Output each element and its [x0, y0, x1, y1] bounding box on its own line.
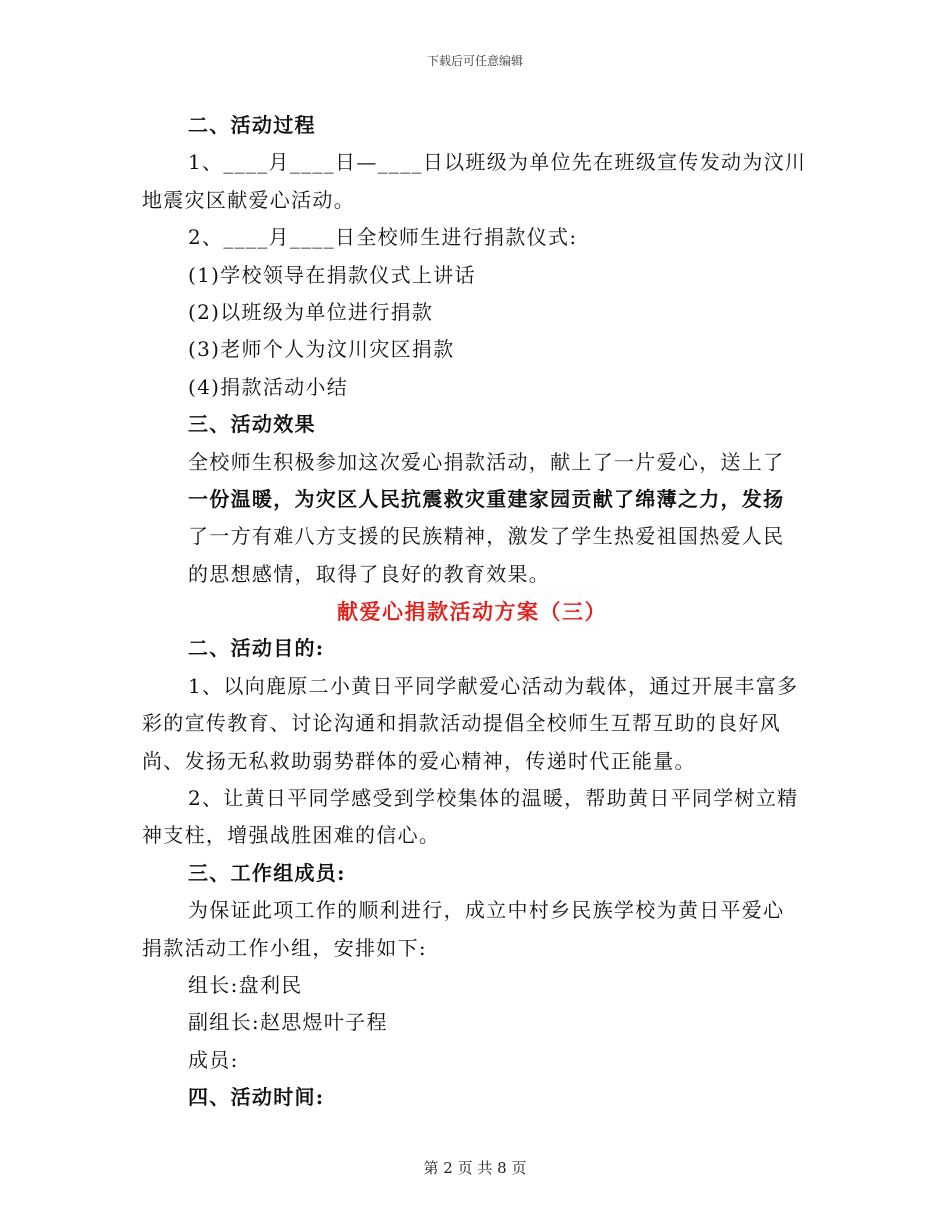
paragraph-line: 全校师生积极参加这次爱心捐款活动，献上了一片爱心，送上了 [188, 449, 785, 474]
list-item: (3)老师个人为汶川灾区捐款 [188, 337, 455, 362]
section-heading-time: 四、活动时间: [188, 1085, 325, 1110]
paragraph-line: 了一方有难八方支援的民族精神，激发了学生热爱祖国热爱人民 [188, 524, 785, 549]
section-heading-purpose: 二、活动目的: [188, 636, 325, 661]
document-body [142, 107, 807, 1117]
list-item: (4)捐款活动小结 [188, 374, 349, 399]
paragraph-line: 1、____月____日—____日以班级为单位先在班级宣传发动为汶川 [188, 150, 807, 175]
team-leader: 组长:盘利民 [188, 972, 303, 997]
paragraph-line: 捐款活动工作小组，安排如下: [142, 935, 427, 960]
page-footer: 第 2 页 共 8 页 [423, 1159, 527, 1177]
paragraph-line: 为保证此项工作的顺利进行，成立中村乡民族学校为黄日平爱心 [188, 898, 785, 923]
team-deputy-leader: 副组长:赵思煜叶子程 [188, 1010, 388, 1035]
paragraph-line: 2、____月____日全校师生进行捐款仪式: [188, 225, 578, 250]
paragraph-line: 地震灾区献爱心活动。 [142, 187, 355, 212]
list-item: (1)学校领导在捐款仪式上讲话 [188, 262, 476, 287]
paragraph-line-bold: 一份温暖，为灾区人民抗震救灾重建家园贡献了绵薄之力，发扬 [188, 486, 785, 511]
page-header: 下载后可任意编辑 [426, 54, 523, 68]
paragraph-line: 2、让黄日平同学感受到学校集体的温暖，帮助黄日平同学树立精 [188, 786, 799, 811]
section-title: 献爱心捐款活动方案（三） [337, 599, 607, 625]
paragraph-line: 1、以向鹿原二小黄日平同学献爱心活动为载体，通过开展丰富多 [188, 673, 799, 698]
paragraph-line: 尚、发扬无私救助弱势群体的爱心精神，传递时代正能量。 [142, 748, 696, 773]
section-heading-process: 二、活动过程 [188, 113, 316, 137]
list-item: (2)以班级为单位进行捐款 [188, 299, 434, 324]
paragraph-line: 的思想感情，取得了良好的教育效果。 [188, 561, 551, 586]
paragraph-line: 神支柱，增强战胜困难的信心。 [142, 823, 441, 848]
section-heading-team: 三、工作组成员: [188, 860, 346, 885]
section-heading-effect: 三、活动效果 [188, 412, 316, 437]
team-members: 成员: [188, 1047, 239, 1072]
paragraph-line: 彩的宣传教育、讨论沟通和捐款活动提倡全校师生互帮互助的良好风 [142, 711, 781, 736]
